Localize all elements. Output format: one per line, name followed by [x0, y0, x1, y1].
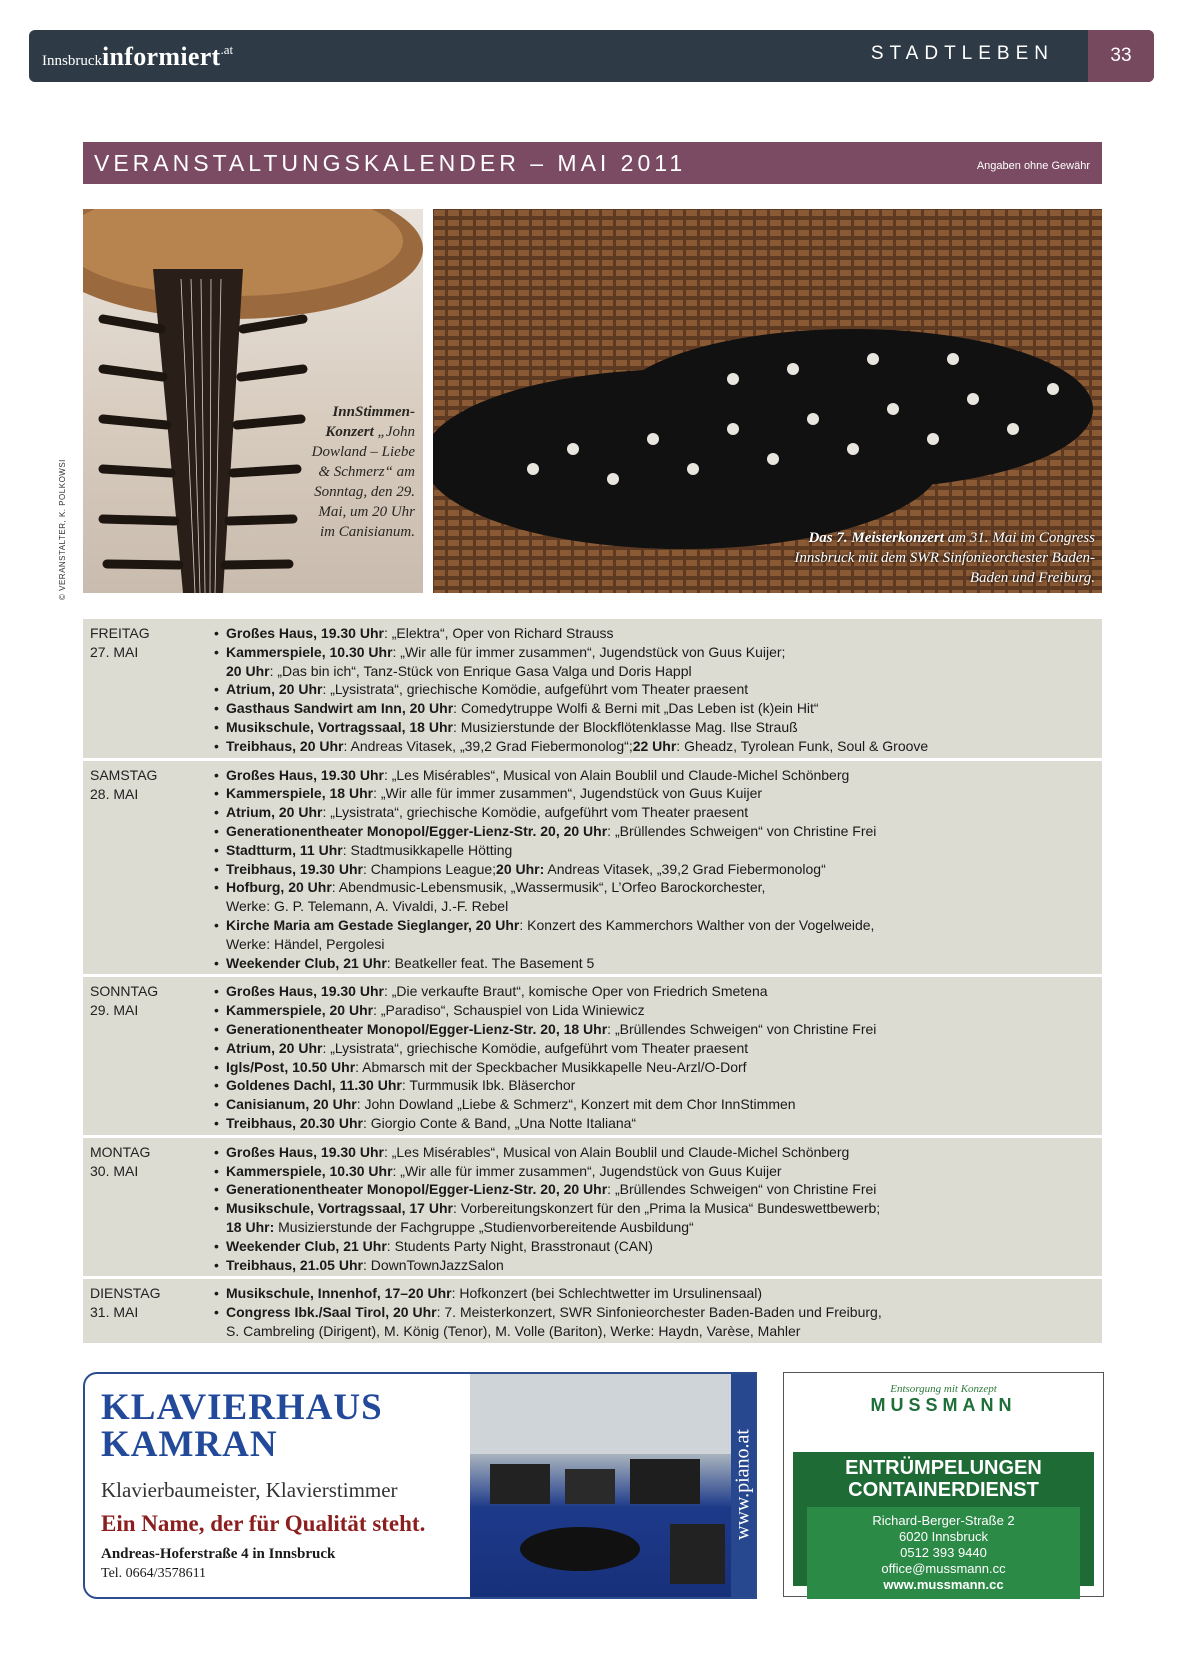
- event-item: [214, 803, 1102, 822]
- event-venue: Goldenes Dachl, 11.30 Uhr: [226, 1077, 402, 1094]
- logo-city: Innsbruck: [42, 53, 102, 69]
- event-description: : „Elektra“, Oper von Richard Strauss: [383, 625, 614, 641]
- event-venue: Musikschule, Innenhof, 17–20 Uhr: [226, 1285, 452, 1302]
- event-description: : „Wir alle für immer zusammen“, Jugendstück von Guus Kuijer;: [392, 643, 786, 660]
- klavierhaus-title-line2: KAMRAN: [101, 1424, 278, 1465]
- event-description: : „Die verkaufte Braut“, komische Oper von Friedrich Smetena: [383, 983, 768, 1000]
- event-description: : Musizierstunde der Blockflötenklasse Mag. Ilse Strauß: [452, 718, 798, 735]
- event-item: [214, 1180, 1102, 1199]
- klavierhaus-address: Andreas-Hoferstraße 4 in Innsbruck: [101, 1546, 336, 1562]
- calendar-day: [83, 977, 1102, 1134]
- event-venue: Atrium, 20 Uhr: [226, 1039, 323, 1056]
- piano-showroom-photo: [470, 1374, 731, 1597]
- event-item: [214, 1020, 1102, 1039]
- event-description: : „Lysistrata“, griechische Komödie, aufgeführt vom Theater praesent: [322, 804, 749, 821]
- event-venue: Gasthaus Sandwirt am Inn, 20 Uhr: [226, 700, 454, 717]
- day-date: 28. MAI: [90, 785, 139, 802]
- orchestra-caption-text: am 31. Mai im Congress Innsbruck mit dem SWR Sinfonieorchester Baden-Baden und Freiburg.: [794, 530, 1095, 586]
- calendar-title-bar: [83, 142, 1102, 184]
- event-description: : „Paradiso“, Schauspiel von Lida Winiewicz: [373, 1002, 645, 1019]
- event-item: [214, 1237, 1102, 1256]
- day-weekday: MONTAG: [90, 1143, 151, 1160]
- event-description: : DownTownJazzSalon: [362, 1256, 504, 1273]
- klavierhaus-title-line1: KLAVIERHAUS: [101, 1387, 383, 1428]
- event-item: [214, 982, 1102, 1001]
- event-item: [214, 1162, 1102, 1181]
- event-venue: Treibhaus, 21.05 Uhr: [226, 1256, 363, 1273]
- klavierhaus-slogan: Ein Name, der für Qualität steht.: [101, 1511, 426, 1536]
- event-description-continued: S. Cambreling (Dirigent), M. König (Tenor), M. Volle (Bariton), Werke: Haydn, Varèse, Mahler: [226, 1322, 801, 1339]
- mussmann-brand: MUSSMANN: [870, 1395, 1017, 1415]
- event-item: [214, 1284, 1102, 1303]
- event-venue: Großes Haus, 19.30 Uhr: [226, 766, 384, 783]
- header-bar: [29, 30, 1154, 82]
- day-weekday: DIENSTAG: [90, 1285, 161, 1302]
- event-description-secondary: : Gheadz, Tyrolean Funk, Soul & Groove: [676, 737, 929, 754]
- event-venue: Treibhaus, 20 Uhr: [226, 737, 344, 754]
- orchestra-caption-title: Das 7. Meisterkonzert: [808, 530, 944, 546]
- event-item: [214, 624, 1102, 643]
- day-date: 31. MAI: [90, 1304, 139, 1321]
- event-venue: Kammerspiele, 20 Uhr: [226, 1002, 374, 1019]
- logo-suffix: .at: [220, 42, 234, 57]
- event-item: [214, 784, 1102, 803]
- mussmann-slogan: Entsorgung mit Konzept: [890, 1383, 997, 1395]
- event-venue: Kirche Maria am Gestade Sieglanger, 20 Uhr: [226, 916, 520, 933]
- day-weekday: SAMSTAG: [90, 766, 158, 783]
- event-venue: Großes Haus, 19.30 Uhr: [226, 983, 384, 1000]
- calendar-day: [83, 1279, 1102, 1342]
- event-description: : Andreas Vitasek, „39,2 Grad Fiebermonolog“;: [343, 737, 633, 754]
- day-weekday: SONNTAG: [90, 983, 159, 1000]
- disclaimer-note: Angaben ohne Gewähr: [976, 160, 1090, 172]
- event-item: [214, 1095, 1102, 1114]
- event-item: [214, 841, 1102, 860]
- event-item: [214, 1114, 1102, 1133]
- event-item: [214, 916, 1102, 954]
- event-continuation: [226, 1218, 1102, 1237]
- event-item: [214, 643, 1102, 681]
- event-venue: Kammerspiele, 18 Uhr: [226, 785, 374, 802]
- event-item: [214, 1143, 1102, 1162]
- event-description: : Abmarsch mit der Speckbacher Musikkapelle Neu-Arzl/O-Dorf: [355, 1058, 747, 1075]
- calendar-day: [83, 761, 1102, 975]
- event-description: : Vorbereitungskonzert für den „Prima la Musica“ Bundeswettbewerb;: [452, 1200, 881, 1217]
- showroom-illustration: [470, 1374, 731, 1597]
- event-description: : „Brüllendes Schweigen“ von Christine Frei: [607, 1181, 877, 1198]
- event-description-secondary: Musizierstunde der Fachgruppe „Studienvorbereitende Ausbildung“: [274, 1218, 694, 1235]
- day-label: [90, 1284, 161, 1322]
- event-description: : Students Party Night, Brasstronaut (CAN): [386, 1237, 653, 1254]
- publication-logo: [42, 42, 233, 72]
- event-description: : Stadtmusikkapelle Hötting: [342, 841, 513, 858]
- calendar-title: VERANSTALTUNGSKALENDER – MAI 2011: [94, 150, 687, 176]
- event-continuation: [226, 662, 1102, 681]
- mussmann-headline-line1: ENTRÜMPELUNGEN: [845, 1457, 1042, 1479]
- event-item: [214, 766, 1102, 785]
- event-description: : Beatkeller feat. The Basement 5: [386, 954, 595, 971]
- event-item: [214, 680, 1102, 699]
- event-item: [214, 1303, 1102, 1341]
- lute-caption: [300, 402, 415, 542]
- day-date: 30. MAI: [90, 1162, 139, 1179]
- event-venue: Musikschule, Vortragssaal, 17 Uhr: [226, 1200, 453, 1217]
- event-item: [214, 718, 1102, 737]
- day-weekday: FREITAG: [90, 625, 150, 641]
- photo-credit: © VERANSTALTER, K. POLKOWSI: [58, 459, 67, 600]
- klavierhaus-phone: Tel. 0664/3578611: [101, 1566, 207, 1581]
- event-venue: Atrium, 20 Uhr: [226, 681, 323, 698]
- event-venue: Generationentheater Monopol/Egger-Lienz-Str. 20, 18 Uhr: [226, 1020, 608, 1037]
- event-item: [214, 1058, 1102, 1077]
- event-venue: Generationentheater Monopol/Egger-Lienz-Str. 20, 20 Uhr: [226, 822, 608, 839]
- event-item: [214, 954, 1102, 973]
- event-description: : Giorgio Conte & Band, „Una Notte Italiana“: [362, 1114, 637, 1131]
- logo-title: informiert: [102, 42, 221, 71]
- event-venue: Stadtturm, 11 Uhr: [226, 841, 343, 858]
- day-label: [90, 1143, 150, 1181]
- event-description: : Hofkonzert (bei Schlechtwetter im Ursulinensaal): [451, 1285, 763, 1302]
- calendar-day: [83, 619, 1102, 758]
- day-label: [90, 624, 150, 662]
- day-label: [90, 982, 158, 1020]
- event-venue-secondary: 20 Uhr:: [496, 860, 545, 877]
- event-list: [83, 1284, 1102, 1340]
- klavierhaus-subtitle: Klavierbaumeister, Klavierstimmer: [101, 1478, 398, 1502]
- event-venue: Atrium, 20 Uhr: [226, 804, 323, 821]
- mussmann-info-panel: [793, 1452, 1094, 1592]
- day-date: 27. MAI: [90, 644, 139, 660]
- event-venue: Weekender Club, 21 Uhr: [226, 1237, 387, 1254]
- event-item: [214, 699, 1102, 718]
- event-venue: Großes Haus, 19.30 Uhr: [226, 625, 384, 641]
- event-continuation: [226, 1322, 1102, 1341]
- event-description-secondary: Andreas Vitasek, „39,2 Grad Fiebermonolog“: [544, 860, 826, 877]
- mussmann-logo: [784, 1383, 1103, 1416]
- event-continuation: [226, 935, 1102, 954]
- event-list: [83, 1143, 1102, 1275]
- event-venue: Weekender Club, 21 Uhr: [226, 954, 387, 971]
- klavierhaus-url[interactable]: www.piano.at: [731, 1429, 754, 1540]
- event-item: [214, 860, 1102, 879]
- event-venue-secondary: 20 Uhr: [226, 662, 270, 679]
- section-title: STADTLEBEN: [870, 43, 1054, 64]
- event-description: : „Brüllendes Schweigen“ von Christine Frei: [607, 1020, 877, 1037]
- event-description: : Comedytruppe Wolfi & Berni mit „Das Leben ist (k)ein Hit“: [453, 700, 819, 717]
- calendar-day: [83, 1138, 1102, 1277]
- event-description: : Konzert des Kammerchors Walther von der Vogelweide,: [519, 916, 875, 933]
- event-venue: Canisianum, 20 Uhr: [226, 1096, 357, 1113]
- lute-caption-title: InnStimmen-Konzert: [325, 404, 415, 440]
- klavierhaus-url-strip: [731, 1374, 755, 1597]
- event-description: : „Wir alle für immer zusammen“, Jugendstück von Guus Kuijer: [373, 785, 763, 802]
- event-item: [214, 1199, 1102, 1237]
- event-venue-secondary: 22 Uhr: [632, 737, 677, 754]
- event-item: [214, 878, 1102, 916]
- event-description: : Turmmusik Ibk. Bläserchor: [401, 1077, 576, 1094]
- mussmann-contact: [807, 1507, 1080, 1599]
- day-label: [90, 766, 157, 804]
- event-description: : John Dowland „Liebe & Schmerz“, Konzert mit dem Chor InnStimmen: [356, 1096, 796, 1113]
- event-venue: Generationentheater Monopol/Egger-Lienz-Str. 20, 20 Uhr: [226, 1181, 608, 1198]
- event-venue: Treibhaus, 20.30 Uhr: [226, 1114, 363, 1131]
- event-item: [214, 822, 1102, 841]
- mussmann-email[interactable]: office@mussmann.cc: [881, 1561, 1006, 1576]
- day-date: 29. MAI: [90, 1002, 139, 1019]
- event-item: [214, 1076, 1102, 1095]
- lute-caption-text: „John Dowland – Liebe & Schmerz“ am Sonntag, den 29. Mai, um 20 Uhr im Canisianum.: [311, 424, 415, 540]
- event-description: : Abendmusic-Lebensmusik, „Wassermusik“, L’Orfeo Barockorchester,: [331, 879, 766, 896]
- event-description: : „Wir alle für immer zusammen“, Jugendstück von Guus Kuijer: [392, 1162, 782, 1179]
- event-description-continued: Werke: Händel, Pergolesi: [226, 935, 385, 952]
- klavierhaus-title: [101, 1389, 383, 1463]
- event-description-secondary: : „Das bin ich“, Tanz-Stück von Enrique Gasa Valga und Doris Happl: [269, 662, 692, 679]
- event-venue: Musikschule, Vortragssaal, 18 Uhr: [226, 718, 453, 735]
- page-number: 33: [1088, 30, 1154, 82]
- event-venue: Treibhaus, 19.30 Uhr: [226, 860, 363, 877]
- event-continuation: [226, 897, 1102, 916]
- mussmann-web-text: www.mussmann.cc: [883, 1577, 1004, 1592]
- mussmann-web[interactable]: [807, 1577, 1080, 1593]
- event-description: : „Lysistrata“, griechische Komödie, aufgeführt vom Theater praesent: [322, 1039, 749, 1056]
- event-venue: Igls/Post, 10.50 Uhr: [226, 1058, 356, 1075]
- event-venue: Kammerspiele, 10.30 Uhr: [226, 1162, 393, 1179]
- event-item: [214, 1256, 1102, 1275]
- event-venue: Hofburg, 20 Uhr: [226, 879, 332, 896]
- orchestra-caption: [780, 528, 1095, 588]
- event-venue: Kammerspiele, 10.30 Uhr: [226, 643, 393, 660]
- event-venue: Congress Ibk./Saal Tirol, 20 Uhr: [226, 1304, 437, 1321]
- event-description: : 7. Meisterkonzert, SWR Sinfonieorchester Baden-Baden und Freiburg,: [436, 1304, 882, 1321]
- event-item: [214, 1039, 1102, 1058]
- mussmann-headline: [793, 1457, 1094, 1501]
- event-description-continued: Werke: G. P. Telemann, A. Vivaldi, J.-F. Rebel: [226, 898, 509, 915]
- mussmann-ad[interactable]: [783, 1372, 1104, 1597]
- mussmann-city: 6020 Innsbruck: [899, 1529, 988, 1544]
- event-venue-secondary: 18 Uhr:: [226, 1218, 275, 1235]
- event-description: : Champions League;: [362, 860, 497, 877]
- event-description: : „Les Misérables“, Musical von Alain Boublil und Claude-Michel Schönberg: [383, 766, 850, 783]
- mussmann-headline-line2: CONTAINERDIENST: [848, 1479, 1039, 1501]
- event-calendar: [83, 619, 1102, 1346]
- klavierhaus-ad[interactable]: [83, 1372, 757, 1599]
- event-list: [83, 982, 1102, 1132]
- event-description: : „Les Misérables“, Musical von Alain Boublil und Claude-Michel Schönberg: [383, 1143, 850, 1160]
- event-list: [83, 766, 1102, 973]
- event-item: [214, 1001, 1102, 1020]
- event-venue: Großes Haus, 19.30 Uhr: [226, 1143, 384, 1160]
- mussmann-street: Richard-Berger-Straße 2: [872, 1513, 1015, 1528]
- event-list: [83, 624, 1102, 756]
- event-description: : „Lysistrata“, griechische Komödie, aufgeführt vom Theater praesent: [322, 681, 749, 698]
- mussmann-phone: 0512 393 9440: [900, 1545, 987, 1560]
- event-item: [214, 737, 1102, 756]
- event-description: : „Brüllendes Schweigen“ von Christine Frei: [607, 822, 877, 839]
